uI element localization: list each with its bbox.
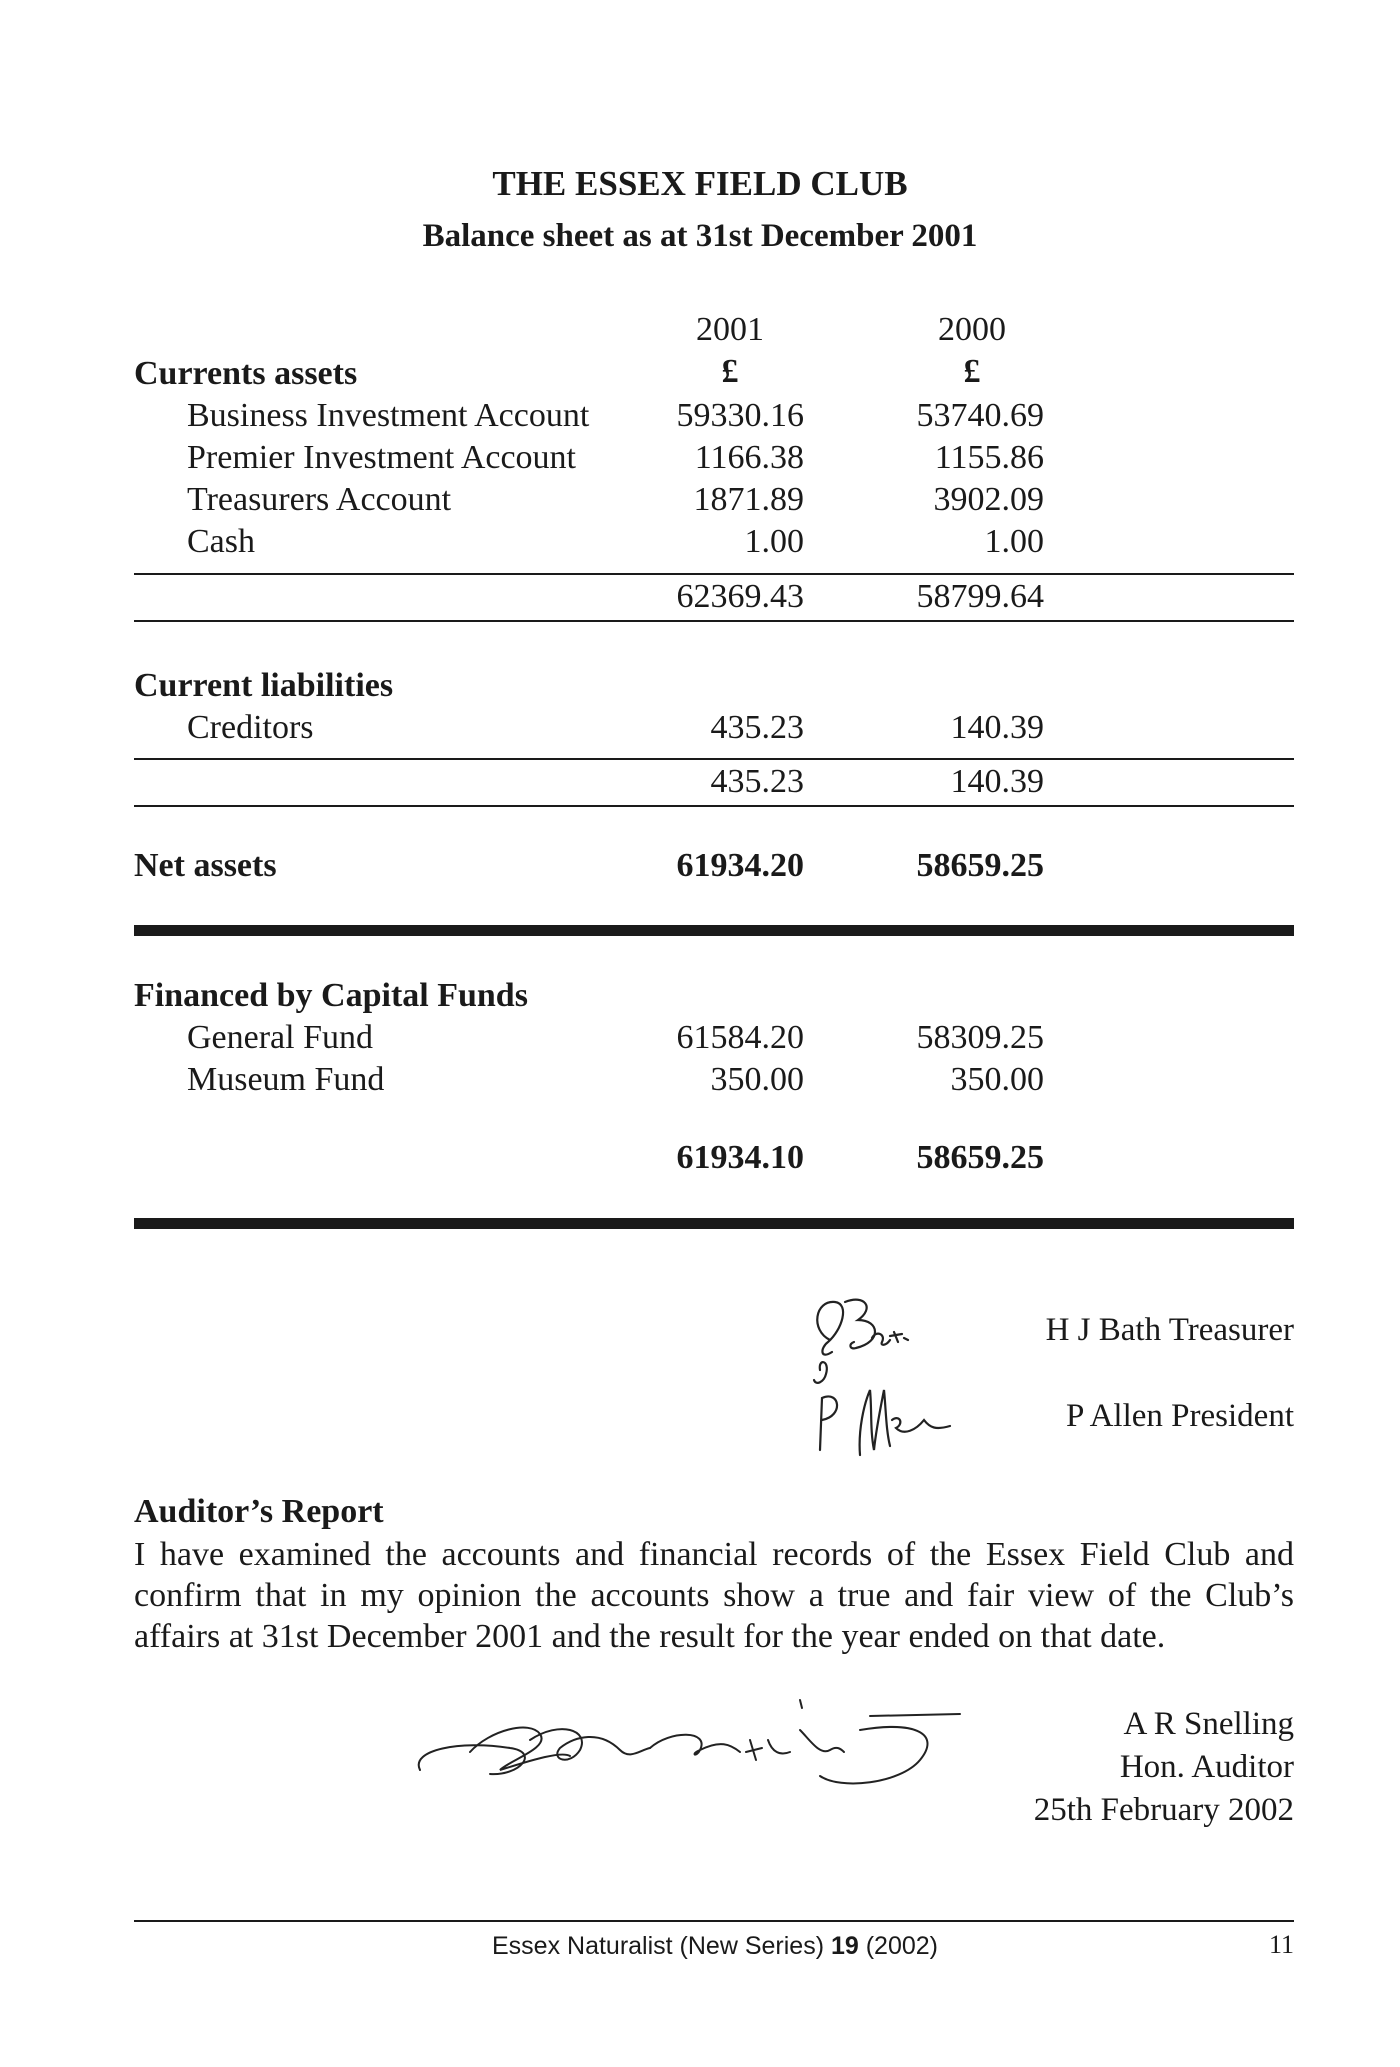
asset-row-value-2000: 1.00	[984, 523, 1044, 560]
journal-citation	[0, 1932, 1400, 1961]
president-name: P Allen President	[1066, 1398, 1294, 1434]
thick-divider	[134, 1218, 1294, 1229]
net-assets-label: Net assets	[134, 847, 277, 884]
fund-row-value-2000: 58309.25	[916, 1019, 1044, 1056]
divider	[134, 620, 1294, 622]
asset-row-value-2001: 1871.89	[693, 481, 804, 518]
treasurer-signature	[790, 1290, 960, 1390]
auditor-report-heading: Auditor’s Report	[134, 1493, 384, 1530]
asset-row-value-2000: 1155.86	[934, 439, 1044, 476]
asset-row-label: Cash	[187, 523, 255, 560]
journal-year: (2002)	[858, 1932, 938, 1960]
page-title: THE ESSEX FIELD CLUB	[492, 164, 908, 203]
liabilities-total-2000: 140.39	[950, 763, 1044, 800]
asset-row-label: Premier Investment Account	[187, 439, 577, 476]
page-subtitle: Balance sheet as at 31st December 2001	[422, 218, 978, 254]
net-assets-2001: 61934.20	[676, 847, 804, 884]
fund-row-value-2001: 61584.20	[676, 1019, 804, 1056]
column-unit-2000: £	[963, 353, 981, 390]
capital-funds-heading: Financed by Capital Funds	[134, 977, 528, 1014]
assets-total-2001: 62369.43	[676, 578, 804, 615]
president-signature	[800, 1380, 960, 1460]
current-assets-heading: Currents assets	[134, 355, 358, 392]
treasurer-name: H J Bath Treasurer	[1045, 1312, 1294, 1348]
column-year-2001: 2001	[696, 311, 764, 348]
funds-total-2001: 61934.10	[676, 1139, 804, 1176]
page-number: 11	[1268, 1930, 1294, 1959]
column-year-2000: 2000	[938, 311, 1006, 348]
liabilities-total-2001: 435.23	[710, 763, 804, 800]
fund-row-label: Museum Fund	[187, 1061, 385, 1098]
asset-row-value-2001: 59330.16	[676, 397, 804, 434]
current-liabilities-heading: Current liabilities	[134, 667, 394, 704]
journal-name: Essex Naturalist (New Series)	[491, 1932, 831, 1960]
net-assets-2000: 58659.25	[916, 847, 1044, 884]
fund-row-value-2001: 350.00	[710, 1061, 804, 1098]
liability-row-value-2000: 140.39	[950, 709, 1044, 746]
assets-total-2000: 58799.64	[916, 578, 1044, 615]
footer-rule	[134, 1920, 1294, 1922]
fund-row-value-2000: 350.00	[950, 1061, 1044, 1098]
liability-row-label: Creditors	[187, 709, 314, 746]
asset-row-value-2000: 53740.69	[916, 397, 1044, 434]
auditor-report-text: I have examined the accounts and financial records of the Essex Field Club and confirm that in my opinion the accounts show a true and fair view of the Club’s affairs at 31st December 2001 and the result for the year ended on that date.	[134, 1536, 1294, 1655]
column-unit-2001: £	[721, 353, 739, 390]
volume-number: 19	[830, 1932, 859, 1960]
auditor-name: A R Snelling	[1123, 1706, 1294, 1742]
asset-row-value-2000: 3902.09	[933, 481, 1044, 518]
report-date: 25th February 2002	[1033, 1792, 1294, 1828]
auditor-role: Hon. Auditor	[1119, 1749, 1294, 1785]
fund-row-label: General Fund	[187, 1019, 374, 1056]
divider	[134, 758, 1294, 760]
funds-total-2000: 58659.25	[916, 1139, 1044, 1176]
asset-row-label: Business Investment Account	[187, 397, 590, 434]
thick-divider	[134, 925, 1294, 936]
divider	[134, 805, 1294, 807]
asset-row-label: Treasurers Account	[187, 481, 452, 518]
auditor-signature	[400, 1690, 980, 1810]
asset-row-value-2001: 1.00	[744, 523, 804, 560]
divider	[134, 573, 1294, 575]
asset-row-value-2001: 1166.38	[694, 439, 804, 476]
liability-row-value-2001: 435.23	[710, 709, 804, 746]
